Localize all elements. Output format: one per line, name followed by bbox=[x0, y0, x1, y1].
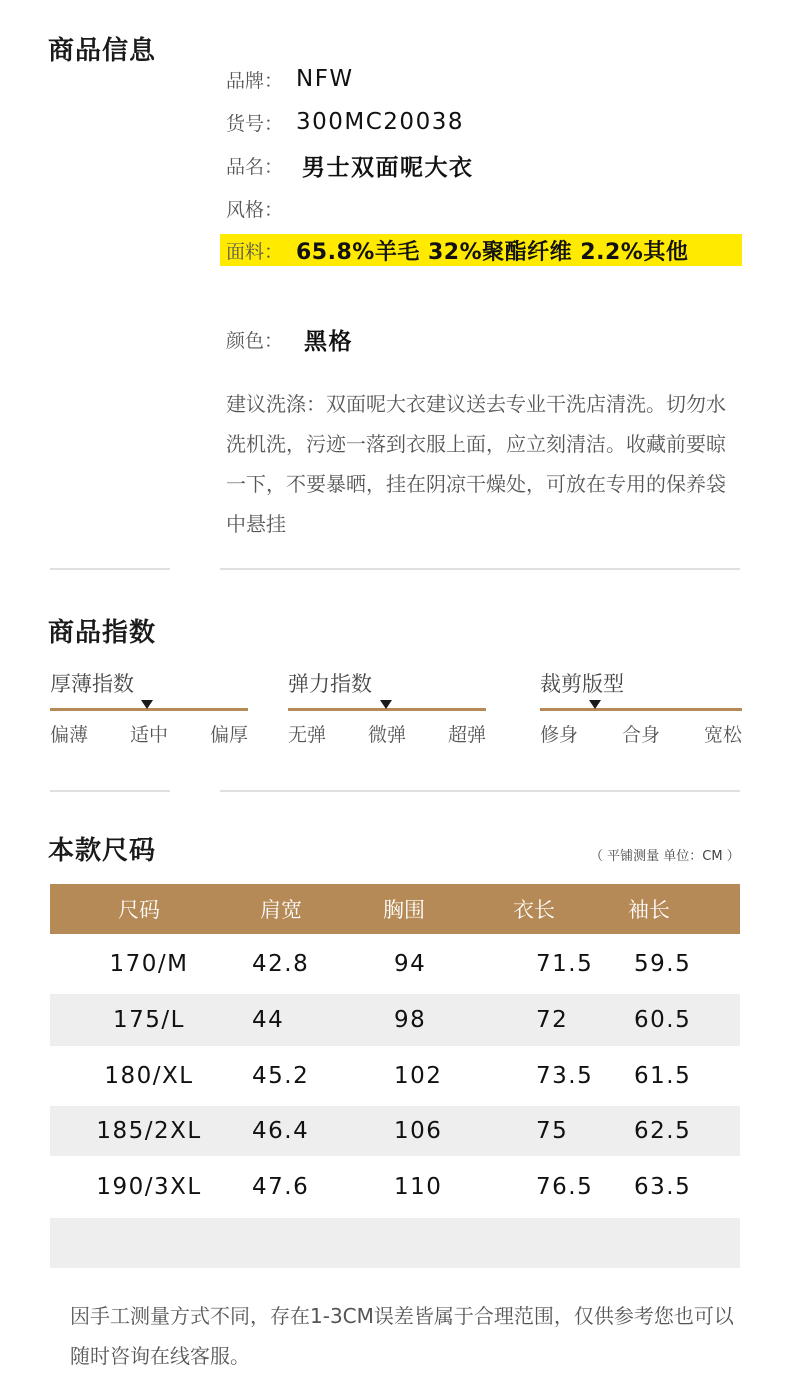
table-row-empty bbox=[50, 1218, 740, 1268]
unit-note: （ 平铺测量 单位：CM ） bbox=[590, 849, 740, 864]
cell-shoulder: 44 bbox=[252, 1007, 285, 1033]
table-row bbox=[50, 1106, 740, 1156]
fabric-row bbox=[226, 233, 688, 267]
cell-size: 190/3XL bbox=[96, 1174, 202, 1200]
divider-right-1 bbox=[220, 568, 740, 570]
thickness-option-medium: 适中 bbox=[129, 724, 168, 746]
header-size: 尺码 bbox=[118, 898, 160, 922]
brand-row bbox=[226, 62, 354, 96]
header-length: 衣长 bbox=[513, 898, 555, 922]
fit-option-loose: 宽松 bbox=[703, 724, 742, 746]
table-row bbox=[50, 1156, 740, 1218]
care-instructions: 建议洗涤：双面呢大衣建议送去专业干洗店清洗。切勿水洗机洗，污迹一落到衣服上面，应立刻清洁。收藏前要晾一下，不要暴晒，挂在阴凉干燥处，可放在专用的保养袋中悬挂 bbox=[226, 392, 726, 536]
thickness-index-options bbox=[50, 720, 248, 747]
brand-label: 品牌： bbox=[226, 69, 284, 92]
sku-value: 300MC20038 bbox=[296, 109, 464, 135]
elasticity-option-high: 超弹 bbox=[447, 724, 486, 746]
elasticity-index bbox=[288, 668, 486, 758]
cell-sleeve: 60.5 bbox=[634, 1007, 692, 1033]
elasticity-index-title: 弹力指数 bbox=[288, 672, 372, 696]
size-chart-title: 本款尺码 bbox=[48, 836, 157, 866]
cell-size: 180/XL bbox=[104, 1063, 194, 1089]
divider-left-2 bbox=[50, 790, 170, 792]
cell-length: 75 bbox=[536, 1118, 569, 1144]
table-row bbox=[50, 934, 740, 994]
header-chest: 胸围 bbox=[383, 898, 425, 922]
divider-left-1 bbox=[50, 568, 170, 570]
cell-chest: 106 bbox=[394, 1118, 443, 1144]
header-sleeve: 袖长 bbox=[628, 898, 670, 922]
sku-label: 货号： bbox=[226, 112, 284, 135]
cell-shoulder: 46.4 bbox=[252, 1118, 310, 1144]
size-table-header bbox=[50, 884, 740, 934]
name-row bbox=[226, 148, 474, 182]
color-label: 颜色： bbox=[226, 329, 284, 352]
elasticity-option-slight: 微弹 bbox=[367, 724, 406, 746]
thickness-index bbox=[50, 668, 248, 758]
name-value: 男士双面呢大衣 bbox=[302, 154, 474, 181]
fit-marker-icon bbox=[589, 700, 601, 709]
size-table bbox=[50, 884, 740, 1268]
thickness-marker-icon bbox=[141, 700, 153, 709]
cell-shoulder: 47.6 bbox=[252, 1174, 310, 1200]
elasticity-option-none: 无弹 bbox=[288, 724, 327, 746]
cell-shoulder: 42.8 bbox=[252, 951, 310, 977]
table-row bbox=[50, 1046, 740, 1106]
cell-shoulder: 45.2 bbox=[252, 1063, 310, 1089]
footer-note: 因手工测量方式不同，存在1-3CM误差皆属于合理范围，仅供参考您也可以随时咨询在线客服。 bbox=[70, 1304, 734, 1368]
header-shoulder: 肩宽 bbox=[260, 898, 302, 922]
cell-size: 175/L bbox=[113, 1007, 185, 1033]
elasticity-marker-icon bbox=[380, 700, 392, 709]
cell-sleeve: 63.5 bbox=[634, 1174, 692, 1200]
product-info-title: 商品信息 bbox=[48, 36, 157, 66]
divider-right-2 bbox=[220, 790, 740, 792]
cell-length: 76.5 bbox=[536, 1174, 594, 1200]
sku-row bbox=[226, 105, 464, 139]
brand-value: NFW bbox=[296, 66, 354, 92]
cell-length: 71.5 bbox=[536, 951, 594, 977]
fit-option-slim: 修身 bbox=[540, 724, 579, 746]
fit-index bbox=[540, 668, 742, 758]
elasticity-index-options bbox=[288, 720, 486, 747]
fit-option-regular: 合身 bbox=[621, 724, 660, 746]
fabric-value: 65.8%羊毛 32%聚酯纤维 2.2%其他 bbox=[296, 239, 689, 265]
cell-chest: 110 bbox=[394, 1174, 443, 1200]
table-row bbox=[50, 994, 740, 1046]
fit-index-options bbox=[540, 720, 742, 747]
style-label: 风格： bbox=[226, 198, 284, 221]
cell-size: 170/M bbox=[109, 951, 189, 977]
cell-length: 73.5 bbox=[536, 1063, 594, 1089]
color-row bbox=[226, 322, 353, 356]
color-value: 黑格 bbox=[304, 328, 353, 355]
cell-chest: 102 bbox=[394, 1063, 443, 1089]
cell-length: 72 bbox=[536, 1007, 569, 1033]
thickness-index-title: 厚薄指数 bbox=[50, 672, 134, 696]
cell-sleeve: 62.5 bbox=[634, 1118, 692, 1144]
cell-chest: 94 bbox=[394, 951, 427, 977]
style-row bbox=[226, 191, 296, 225]
fit-index-line bbox=[540, 708, 742, 711]
fit-index-title: 裁剪版型 bbox=[540, 672, 624, 696]
cell-sleeve: 61.5 bbox=[634, 1063, 692, 1089]
cell-chest: 98 bbox=[394, 1007, 427, 1033]
name-label: 品名： bbox=[226, 155, 284, 178]
cell-sleeve: 59.5 bbox=[634, 951, 692, 977]
indices-title: 商品指数 bbox=[48, 618, 157, 648]
fabric-label: 面料： bbox=[226, 240, 284, 263]
thickness-option-thick: 偏厚 bbox=[209, 724, 248, 746]
cell-size: 185/2XL bbox=[96, 1118, 202, 1144]
thickness-option-thin: 偏薄 bbox=[50, 724, 89, 746]
